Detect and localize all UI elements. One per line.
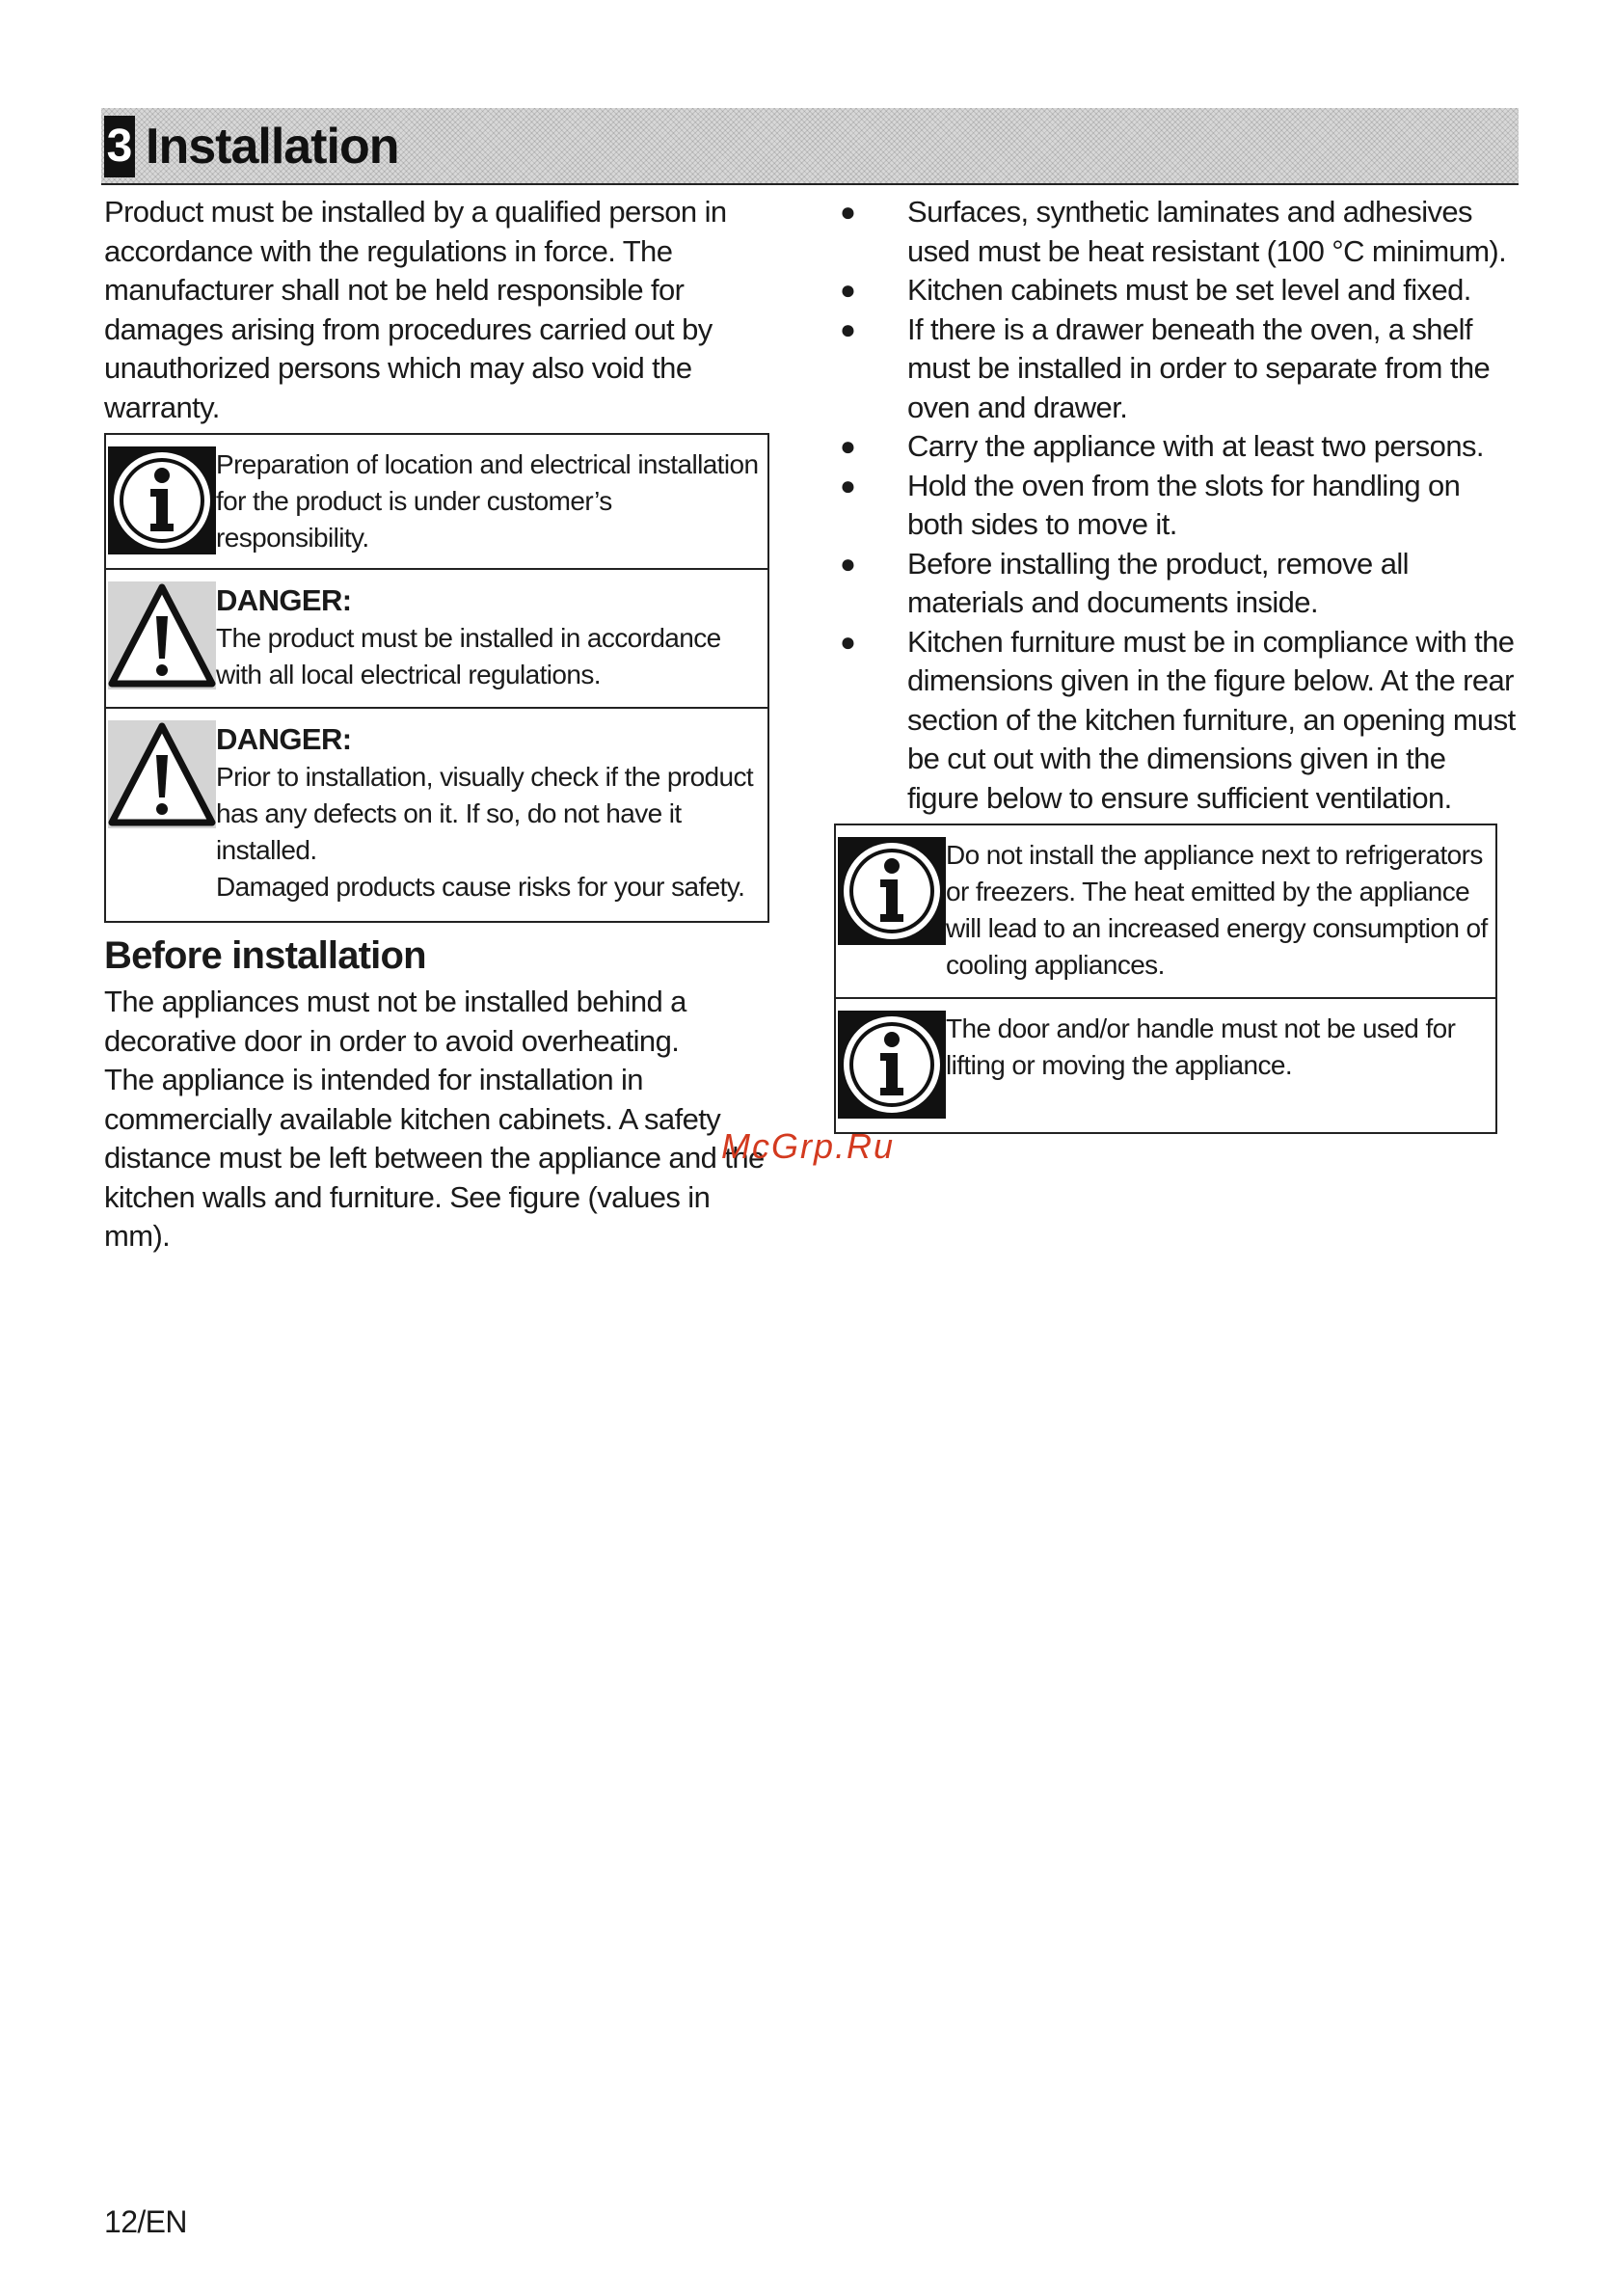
right-notices: [834, 824, 1497, 1134]
right-column: [834, 193, 1519, 1134]
chapter-title: Installation: [146, 119, 399, 175]
danger-text: The product must be installed in accordance with all local electrical regulations.: [216, 623, 721, 689]
chapter-header: [101, 108, 1519, 185]
notice-text: [216, 570, 767, 705]
left-notices: [104, 433, 769, 923]
info-icon: [838, 1011, 946, 1119]
info-icon: [838, 837, 946, 945]
warning-icon: [108, 581, 216, 689]
watermark: McGrp.Ru: [721, 1126, 896, 1166]
notice-info: [834, 999, 1497, 1134]
danger-title: DANGER:: [216, 583, 352, 617]
intro-paragraph: Product must be installed by a qualified person in accordance with the regulations in force. The manufacturer shall not be held responsible for damages arising from procedures carried out by unauthorized persons which may also void the warranty.: [104, 195, 727, 424]
bullet-icon: ●: [840, 197, 856, 227]
chapter-number: 3: [104, 116, 135, 177]
list-item: ● Kitchen cabinets must be set level and fixed.: [834, 271, 1519, 311]
notice-text: Preparation of location and electrical installation for the product is under customer’s responsibility.: [216, 449, 759, 553]
notice-text: Do not install the appliance next to refrigerators or freezers. The heat emitted by the appliance will lead to an increased energy consumption of cooling appliances.: [946, 840, 1488, 980]
bullet-icon: ●: [840, 313, 856, 344]
list-item: ● Kitchen furniture must be in compliance with the dimensions given in the figure below. At the rear section of the kitchen furniture, an opening must be cut out with the dimensions given in the figure below to ensure sufficient ventilation.: [840, 624, 1516, 815]
list-item: ● Surfaces, synthetic laminates and adhesives used must be heat resistant (100 °C minimum).: [840, 195, 1507, 268]
list-item: ● Hold the oven from the slots for handling on both sides to move it.: [840, 468, 1461, 541]
bullet-icon: ●: [840, 470, 856, 500]
page-number: 12/EN: [104, 2204, 187, 2239]
body-paragraph: The appliances must not be installed behind a decorative door in order to avoid overheating.: [104, 985, 686, 1058]
info-icon: [108, 446, 216, 554]
notice-info: [834, 824, 1497, 999]
notice-text: [216, 709, 767, 917]
bullet-icon: ●: [840, 626, 856, 657]
section-heading: Before installation: [104, 934, 426, 977]
warning-icon: [108, 720, 216, 828]
notice-info: [104, 433, 769, 570]
danger-title: DANGER:: [216, 722, 352, 756]
body-paragraph: The appliance is intended for installation in commercially available kitchen cabinets. A safety distance must be left between the appliance and the kitchen walls and furniture. See figure (values in mm).: [104, 1063, 765, 1253]
left-column: [104, 193, 769, 1256]
bullet-icon: ●: [840, 431, 856, 461]
notice-text: The door and/or handle must not be used for lifting or moving the appliance.: [946, 1013, 1456, 1080]
list-item: ● Carry the appliance with at least two persons.: [834, 427, 1519, 467]
bullet-icon: ●: [840, 548, 856, 579]
danger-text-2: Damaged products cause risks for your safety.: [216, 872, 745, 902]
list-item: ● Before installing the product, remove all materials and documents inside.: [840, 546, 1409, 619]
danger-text: Prior to installation, visually check if the product has any defects on it. If so, do not have it installed.: [216, 762, 754, 865]
notice-danger: [104, 709, 769, 923]
list-item: ● If there is a drawer beneath the oven, a shelf must be installed in order to separate from the oven and drawer.: [840, 311, 1491, 424]
notice-danger: [104, 570, 769, 709]
bullet-icon: ●: [840, 275, 856, 305]
requirements-list: [834, 193, 1519, 818]
